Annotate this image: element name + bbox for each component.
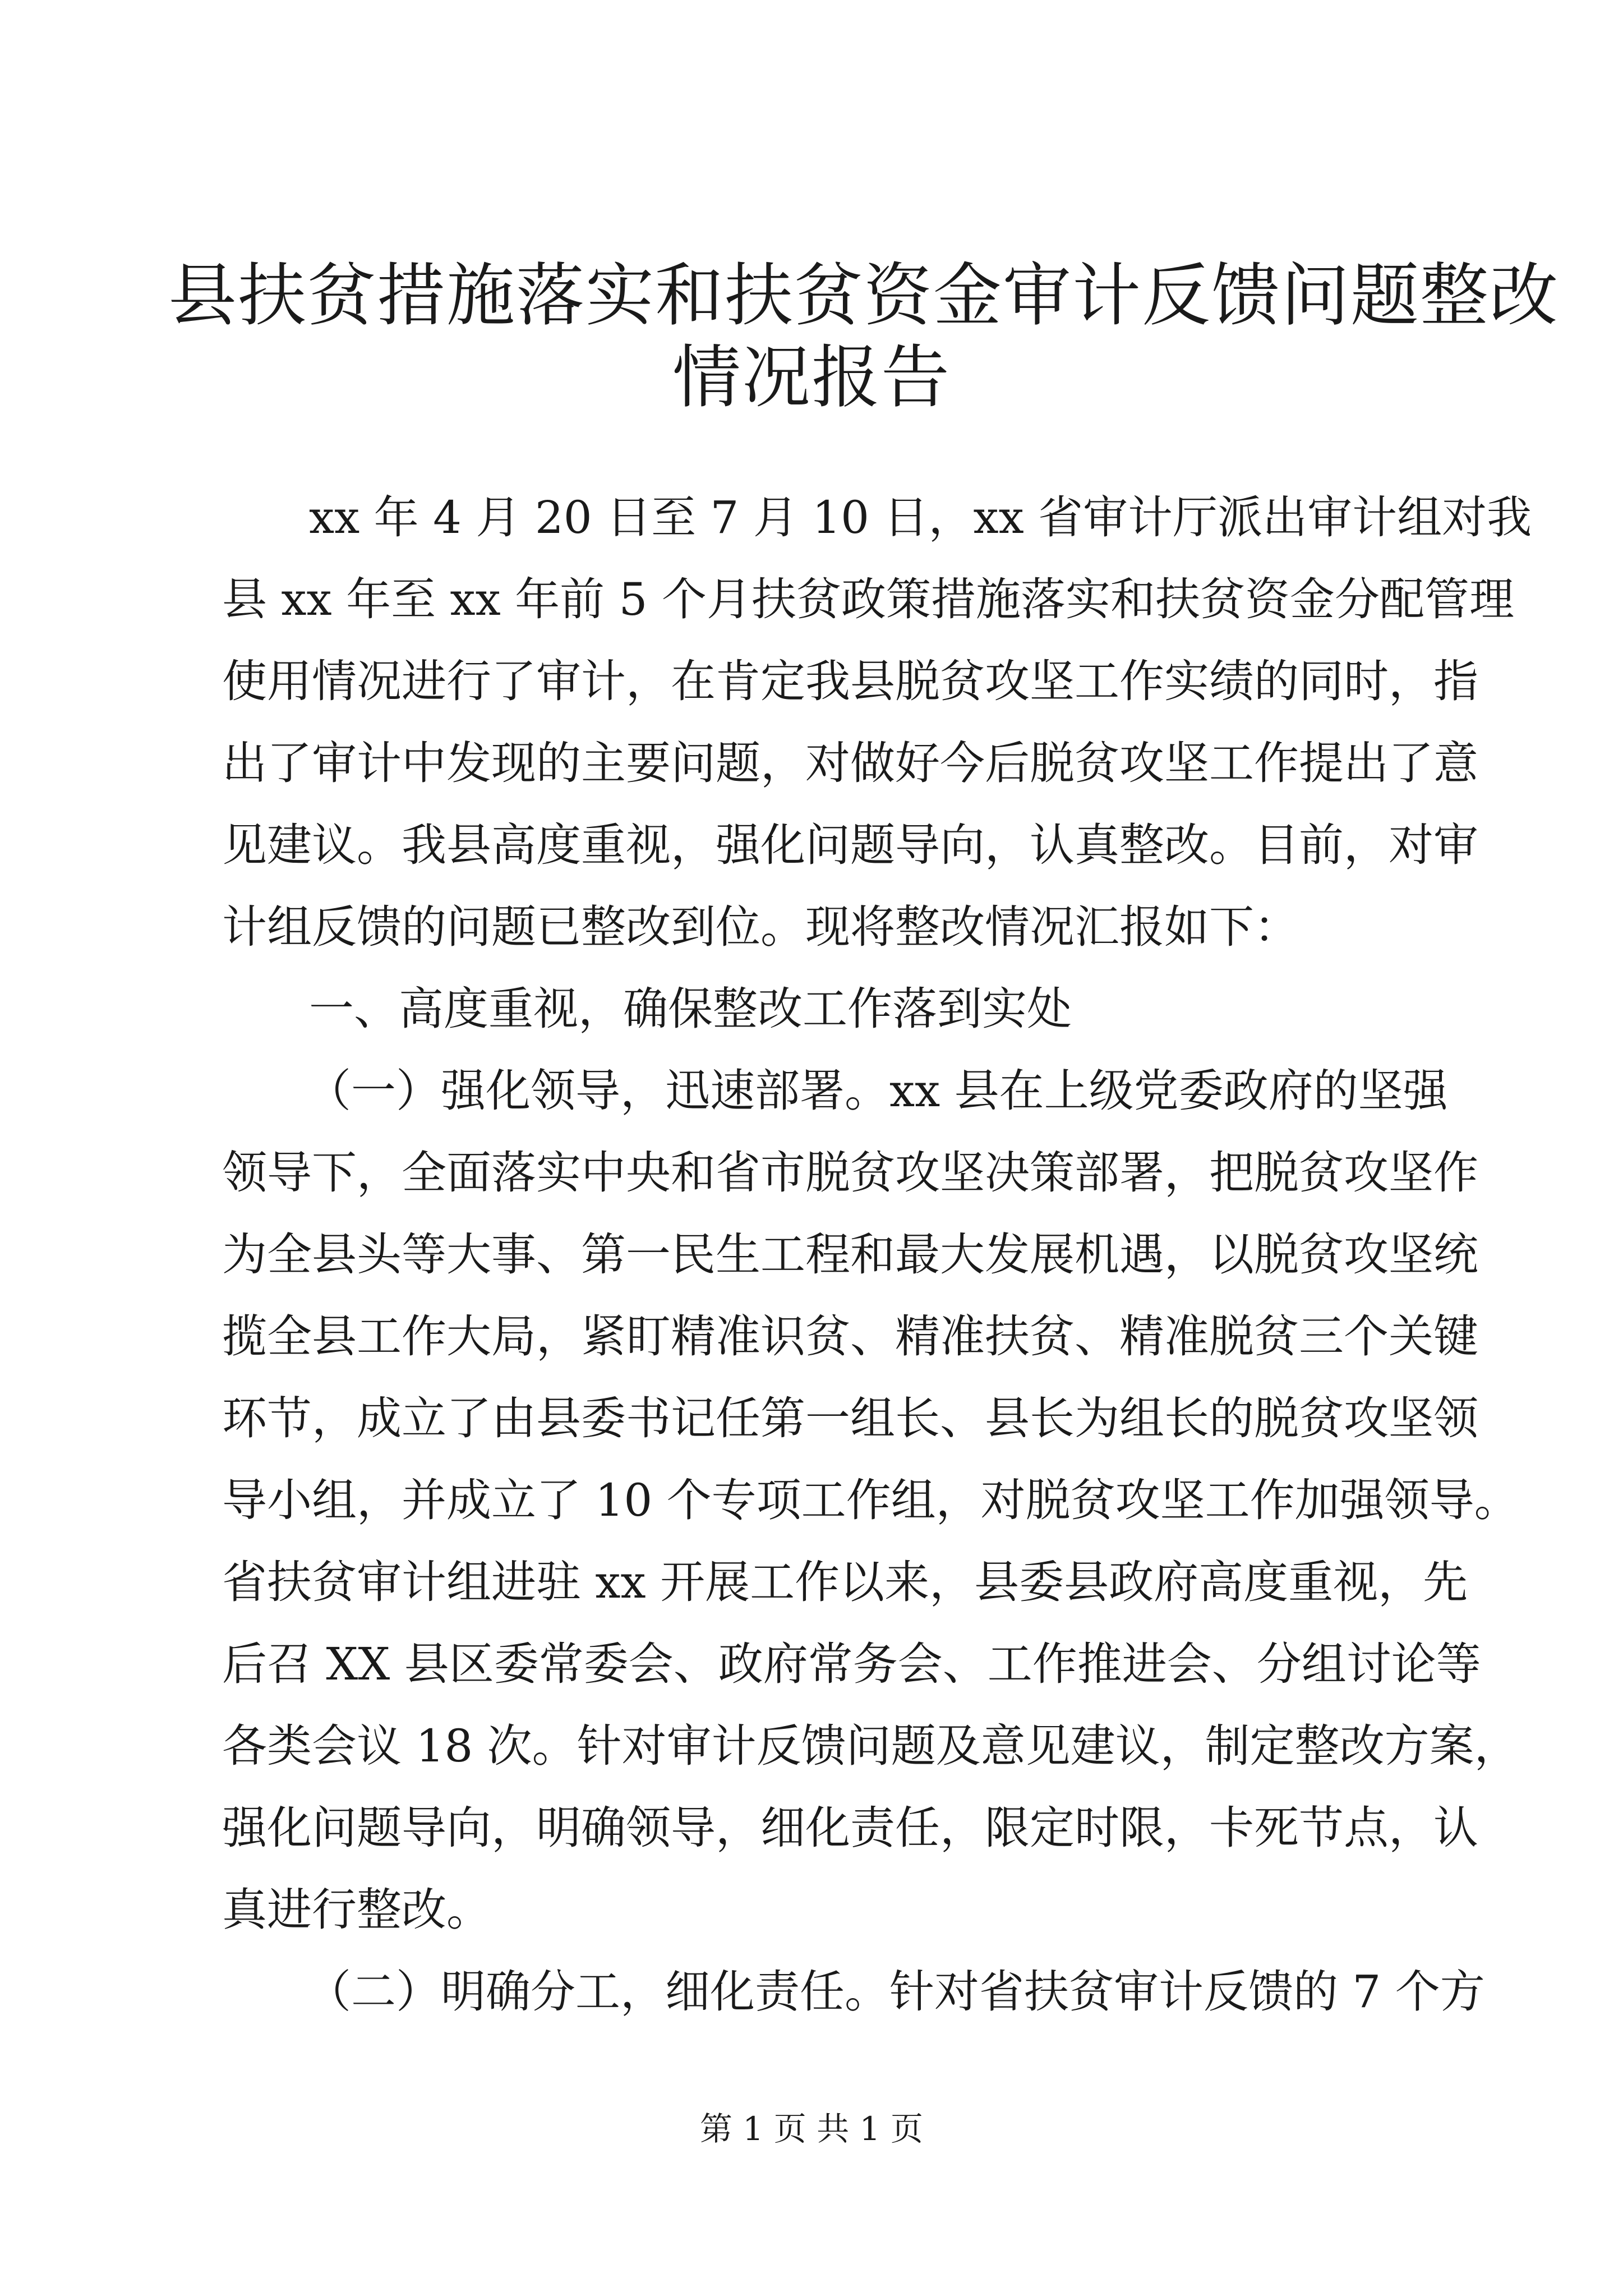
body-line: 揽全县工作大局，紧盯精准识贫、精准扶贫、精准脱贫三个关键 [222,1310,1478,1363]
body-line: 强化问题导向，明确领导，细化责任，限定时限，卡死节点，认 [222,1802,1478,1854]
body-line: 真进行整改。 [222,1884,491,1936]
body-line: 见建议。我县高度重视，强化问题导向，认真整改。目前，对审 [222,819,1478,871]
body-line: 环节，成立了由县委书记任第一组长、县长为组长的脱贫攻坚领 [222,1392,1478,1444]
page-number-footer: 第 1 页 共 1 页 [700,2110,923,2148]
body-line: 使用情况进行了审计，在肯定我县脱贫攻坚工作实绩的同时，指 [222,655,1478,707]
body-line: 后召 XX 县区委常委会、政府常务会、工作推进会、分组讨论等 [222,1638,1481,1690]
body-line: 县 xx 年至 xx 年前 5 个月扶贫政策措施落实和扶贫资金分配管理 [222,573,1514,625]
body-line: 省扶贫审计组进驻 xx 开展工作以来，县委县政府高度重视，先 [222,1556,1468,1608]
document-body [222,477,1532,2033]
document-title-line-1: 县扶贫措施落实和扶贫资金审计反馈问题整改 [168,256,1559,335]
subsection-heading-line: （一）强化领导，迅速部署。xx 县在上级党委政府的坚强 [306,1065,1448,1117]
body-line: 为全县头等大事、第一民生工程和最大发展机遇，以脱贫攻坚统 [222,1228,1478,1281]
section-heading: 一、高度重视，确保整改工作落到实处 [309,983,1072,1035]
document-title-line-2: 情况报告 [672,338,951,417]
body-line: 出了审计中发现的主要问题，对做好今后脱贫攻坚工作提出了意 [222,737,1478,789]
body-line: 计组反馈的问题已整改到位。现将整改情况汇报如下： [222,901,1299,953]
body-line: 领导下，全面落实中央和省市脱贫攻坚决策部署，把脱贫攻坚作 [222,1147,1478,1199]
body-line: 各类会议 18 次。针对审计反馈问题及意见建议，制定整改方案， [222,1720,1519,1772]
subsection-heading-line: （二）明确分工，细化责任。针对省扶贫审计反馈的 7 个方 [306,1966,1485,2018]
body-line: xx 年 4 月 20 日至 7 月 10 日，xx 省审计厅派出审计组对我 [309,491,1532,544]
body-line: 导小组，并成立了 10 个专项工作组，对脱贫攻坚工作加强领导。 [222,1474,1519,1526]
